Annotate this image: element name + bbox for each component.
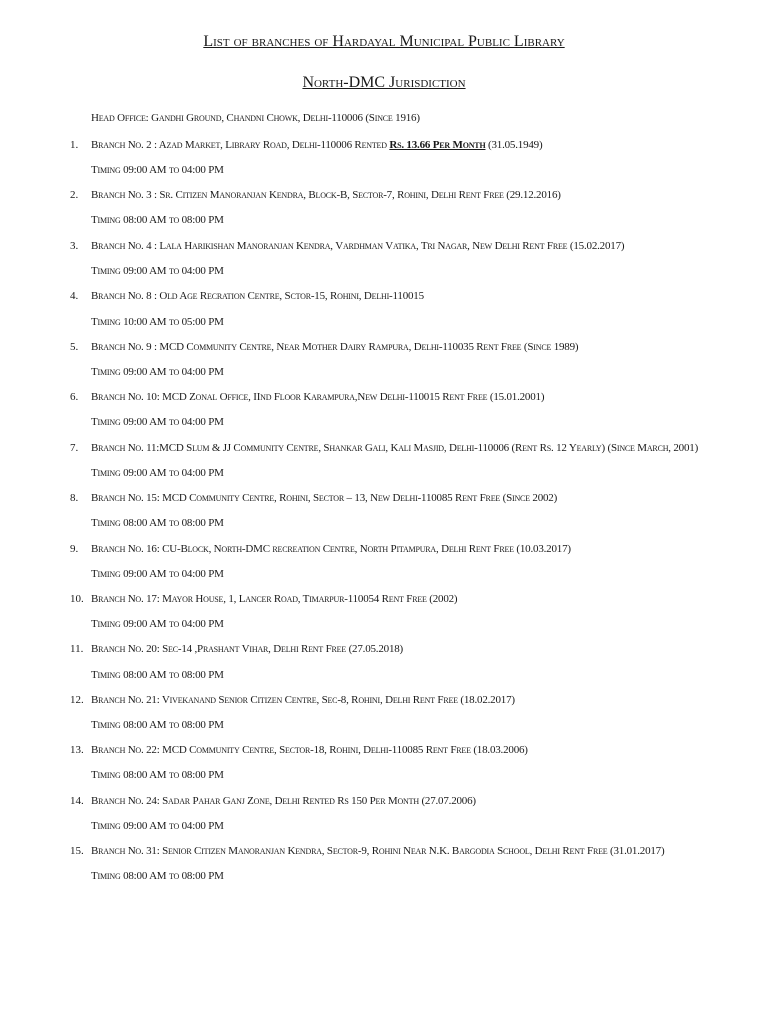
branch-number: 2. xyxy=(70,189,79,201)
branch-address: Branch No. 9 : MCD Community Centre, Near Mother Dairy Rampura, Delhi-110035 Rent Free (Since 1989) xyxy=(91,341,579,353)
branch-number: 5. xyxy=(70,341,79,353)
branch-address: Branch No. 31: Senior Citizen Manoranjan Kendra, Sector-9, Rohini Near N.K. Bargodia School, Delhi Rent Free (31.01.2017) xyxy=(91,845,665,857)
branch-timing: Timing 08:00 AM to 08:00 PM xyxy=(91,769,224,781)
branch-timing: Timing 08:00 AM to 08:00 PM xyxy=(91,719,224,731)
rent-amount: Rs. 13.66 Per Month xyxy=(389,139,486,151)
document-subtitle: North-DMC Jurisdiction xyxy=(302,74,466,91)
branch-address: Branch No. 10: MCD Zonal Office, IInd Floor Karampura,New Delhi-110015 Rent Free (15.01.2001) xyxy=(91,391,545,403)
branch-timing: Timing 09:00 AM to 04:00 PM xyxy=(91,467,224,479)
branch-address-text: Branch No. 2 : Azad Market, Library Road, Delhi-110006 Rented xyxy=(91,139,390,151)
branch-address: Branch No. 17: Mayor House, 1, Lancer Road, Timarpur-110054 Rent Free (2002) xyxy=(91,593,458,605)
branch-timing: Timing 09:00 AM to 04:00 PM xyxy=(91,265,224,277)
branch-timing: Timing 09:00 AM to 04:00 PM xyxy=(91,164,224,176)
branch-number: 6. xyxy=(70,391,79,403)
branch-number: 10. xyxy=(70,593,84,605)
branch-number: 1. xyxy=(70,139,79,151)
branch-address: Branch No. 15: MCD Community Centre, Rohini, Sector – 13, New Delhi-110085 Rent Free (Since 2002) xyxy=(91,492,558,504)
branch-date: (31.05.1949) xyxy=(485,139,543,151)
branch-address: Branch No. 8 : Old Age Recration Centre, Sctor-15, Rohini, Delhi-110015 xyxy=(91,290,424,302)
branch-timing: Timing 10:00 AM to 05:00 PM xyxy=(91,316,224,328)
branch-address: Branch No. 20: Sec-14 ,Prashant Vihar, Delhi Rent Free (27.05.2018) xyxy=(91,643,404,655)
branch-address: Branch No. 24: Sadar Pahar Ganj Zone, Delhi Rented Rs 150 Per Month (27.07.2006) xyxy=(91,795,476,807)
branch-timing: Timing 09:00 AM to 04:00 PM xyxy=(91,568,224,580)
branch-number: 13. xyxy=(70,744,84,756)
branch-address: Branch No. 4 : Lala Harikishan Manoranjan Kendra, Vardhman Vatika, Tri Nagar, New Delhi Rent Free (15.02.2017) xyxy=(91,240,625,252)
branch-timing: Timing 08:00 AM to 08:00 PM xyxy=(91,214,224,226)
branch-address: Branch No. 3 : Sr. Citizen Manoranjan Kendra, Block-B, Sector-7, Rohini, Delhi Rent Free (29.12.2016) xyxy=(91,189,561,201)
document-title: List of branches of Hardayal Municipal Public Library xyxy=(203,33,565,50)
branch-address: Branch No. 22: MCD Community Centre, Sector-18, Rohini, Delhi-110085 Rent Free (18.03.2006) xyxy=(91,744,528,756)
branch-number: 12. xyxy=(70,694,84,706)
branch-address xyxy=(91,139,542,151)
branch-number: 9. xyxy=(70,543,79,555)
branch-number: 15. xyxy=(70,845,84,857)
branch-timing: Timing 09:00 AM to 04:00 PM xyxy=(91,820,224,832)
branch-timing: Timing 09:00 AM to 04:00 PM xyxy=(91,366,224,378)
branch-number: 3. xyxy=(70,240,79,252)
branch-number: 11. xyxy=(70,643,84,655)
branch-address: Branch No. 16: CU-Block, North-DMC recreation Centre, North Pitampura, Delhi Rent Free (10.03.2017) xyxy=(91,543,571,555)
branch-address: Branch No. 11:MCD Slum & JJ Community Centre, Shankar Gali, Kali Masjid, Delhi-110006 (Rent Rs. 12 Yearly) (Since March, 2001) xyxy=(91,442,699,454)
branch-timing: Timing 08:00 AM to 08:00 PM xyxy=(91,870,224,882)
branch-number: 7. xyxy=(70,442,79,454)
head-office-line: Head Office: Gandhi Ground, Chandni Chowk, Delhi-110006 (Since 1916) xyxy=(91,112,420,124)
branch-timing: Timing 08:00 AM to 08:00 PM xyxy=(91,669,224,681)
branch-timing: Timing 08:00 AM to 08:00 PM xyxy=(91,517,224,529)
branch-timing: Timing 09:00 AM to 04:00 PM xyxy=(91,618,224,630)
branch-timing: Timing 09:00 AM to 04:00 PM xyxy=(91,416,224,428)
branch-number: 4. xyxy=(70,290,79,302)
branch-number: 14. xyxy=(70,795,84,807)
branch-address: Branch No. 21: Vivekanand Senior Citizen Centre, Sec-8, Rohini, Delhi Rent Free (18.02.2017) xyxy=(91,694,515,706)
branch-number: 8. xyxy=(70,492,79,504)
